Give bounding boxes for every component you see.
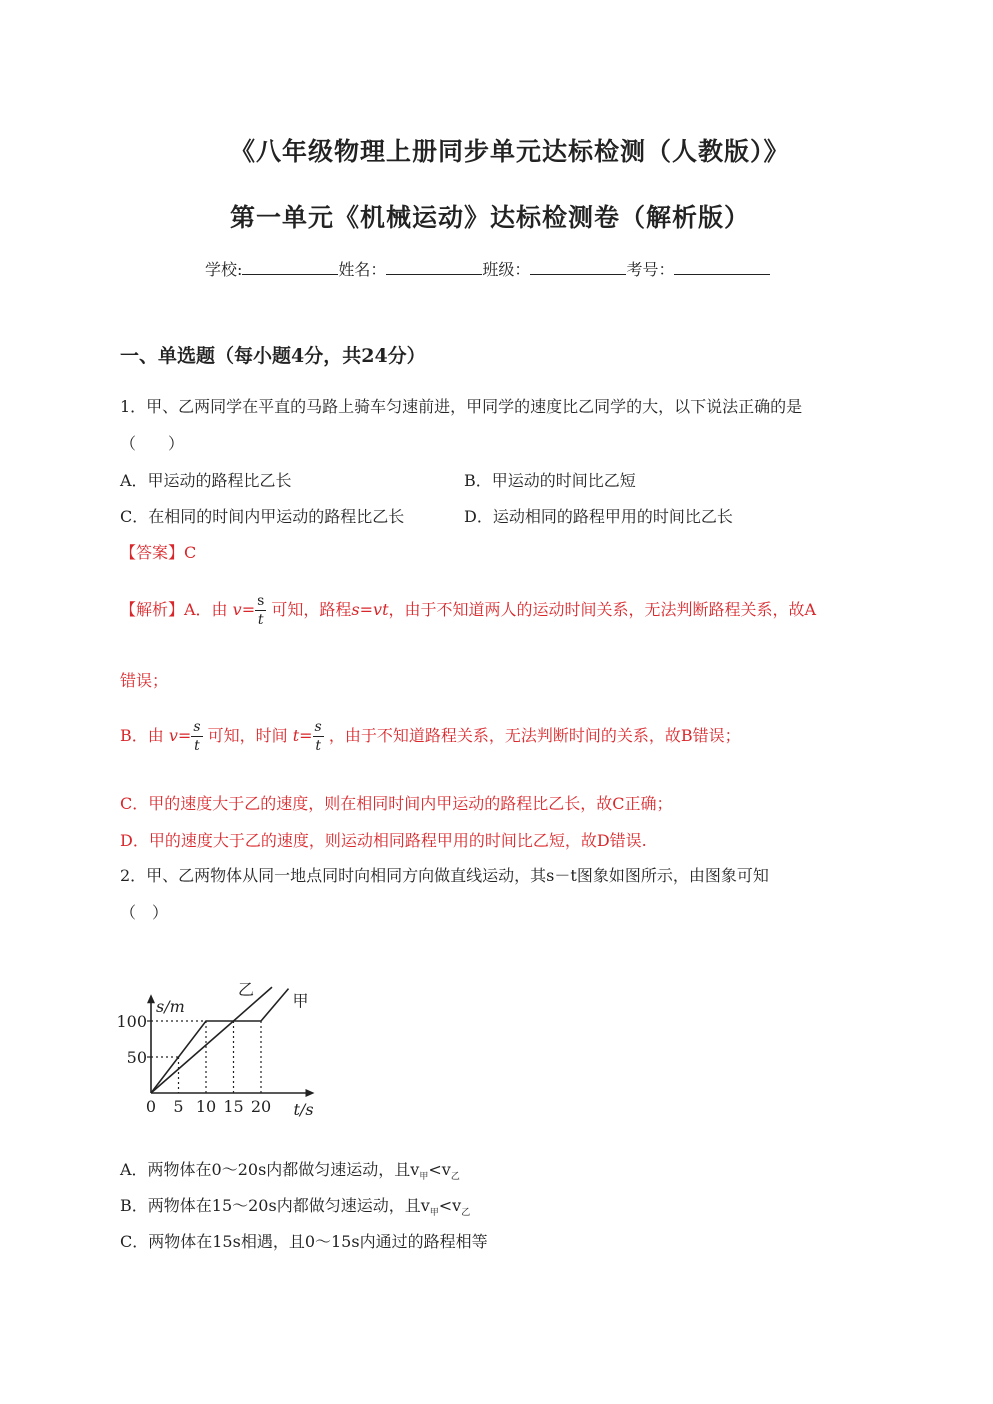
fraction-denominator-b: t <box>194 738 200 754</box>
q2-option-b-text: B．两物体在15～20s内都做匀速运动，且v <box>120 1196 430 1215</box>
q1-option-d: D．运动相同的路程甲用的时间比乙长 <box>464 507 733 526</box>
q2-option-a-text: A．两物体在0～20s内都做匀速运动，且v <box>120 1160 420 1179</box>
sub-jia: 甲 <box>419 1172 429 1183</box>
doc-series-title: 《八年级物理上册同步单元达标检测（人教版）》 <box>230 137 790 166</box>
x-tick-label: 20 <box>250 1097 272 1116</box>
q2-option-b <box>120 1193 470 1218</box>
st-graph <box>115 932 325 1122</box>
section-heading: 一、单选题（每小题4分，共24分） <box>120 345 426 367</box>
q1-answer: 【答案】C <box>120 543 197 562</box>
v-equals-b: v= <box>168 726 192 745</box>
q2-option-c: C．两物体在15s相遇，且0～15s内通过的路程相等 <box>120 1232 488 1251</box>
doc-title: 第一单元《机械运动》达标检测卷（解析版） <box>230 203 751 232</box>
exp-a-lead: 【解析】A．由 <box>120 600 228 619</box>
q1-option-c: C．在相同的时间内甲运动的路程比乙长 <box>120 507 405 526</box>
x-axis-arrow <box>306 1089 315 1097</box>
exp-b-tail: ，由于不知道路程关系，无法判断时间的关系，故B错误； <box>328 726 741 745</box>
exp-a-mid: 可知，路程 <box>271 600 352 619</box>
lt-v-b: <v <box>438 1196 462 1215</box>
student-info-line <box>205 257 770 280</box>
y-axis-label: s/m <box>156 997 185 1017</box>
fraction-numerator: s <box>257 593 265 609</box>
exp-a-tail: ，由于不知道两人的运动时间关系，无法判断路程关系，故A <box>388 600 817 619</box>
x-tick-label: 10 <box>195 1097 217 1116</box>
y-tick-label: 50 <box>126 1048 147 1067</box>
exp-b-lead: B．由 <box>120 726 164 745</box>
school-label: 学校: <box>205 260 243 279</box>
q2-option-a <box>120 1157 460 1182</box>
q1-option-a: A．甲运动的路程比乙长 <box>120 471 292 490</box>
number-field[interactable] <box>674 260 770 275</box>
exp-b-mid: 可知，时间 <box>207 726 288 745</box>
q1-explanation-a <box>120 592 816 628</box>
sub-yi: 乙 <box>450 1172 460 1183</box>
fraction-s-over-t-c <box>313 720 324 753</box>
fraction-s-over-t <box>255 594 266 627</box>
sub-jia-b: 甲 <box>429 1208 439 1219</box>
y-tick-label: 100 <box>116 1012 147 1031</box>
t-equals: t= <box>292 726 313 745</box>
q1-explanation-b <box>120 718 741 754</box>
fraction-denominator: t <box>257 612 264 628</box>
name-field[interactable] <box>386 260 482 275</box>
fraction-denominator-c: t <box>315 738 321 754</box>
q1-paren: （ ） <box>120 434 185 453</box>
name-label: 姓名： <box>338 260 387 279</box>
q1-stem: 1．甲、乙两同学在平直的马路上骑车匀速前进，甲同学的速度比乙同学的大，以下说法正确的是 <box>120 397 803 416</box>
q1-explanation-d: D．甲的速度大于乙的速度，则运动相同路程甲用的时间比乙短，故D错误. <box>120 831 647 850</box>
fraction-s-over-t-b <box>191 720 202 753</box>
x-tick-label: 15 <box>223 1097 244 1116</box>
series-label-jia: 甲 <box>292 991 309 1011</box>
class-label: 班级： <box>482 260 531 279</box>
formula-s-vt: s=vt <box>351 600 389 619</box>
class-field[interactable] <box>530 260 626 275</box>
fraction-numerator-b: s <box>193 719 201 735</box>
series-label-yi: 乙 <box>238 980 255 1000</box>
school-field[interactable] <box>242 260 338 275</box>
sub-yi-b: 乙 <box>461 1208 471 1219</box>
v-equals: v= <box>232 600 256 619</box>
q2-paren: （ ） <box>120 903 169 922</box>
fraction-numerator-c: s <box>314 719 322 735</box>
y-axis-arrow <box>147 994 155 1003</box>
x-axis-label: t/s <box>293 1100 314 1119</box>
q1-explanation-c: C．甲的速度大于乙的速度，则在相同时间内甲运动的路程比乙长，故C正确； <box>120 794 673 813</box>
q1-option-b: B．甲运动的时间比乙短 <box>464 471 636 490</box>
lt-v: <v <box>428 1160 451 1179</box>
number-label: 考号： <box>626 260 675 279</box>
x-tick-label: 0 <box>145 1097 157 1116</box>
q2-stem: 2．甲、乙两物体从同一地点同时向相同方向做直线运动，其s－t图象如图所示，由图象可知 <box>120 866 769 885</box>
q1-explanation-a-cont: 错误； <box>120 671 169 690</box>
x-tick-label: 5 <box>173 1097 184 1116</box>
